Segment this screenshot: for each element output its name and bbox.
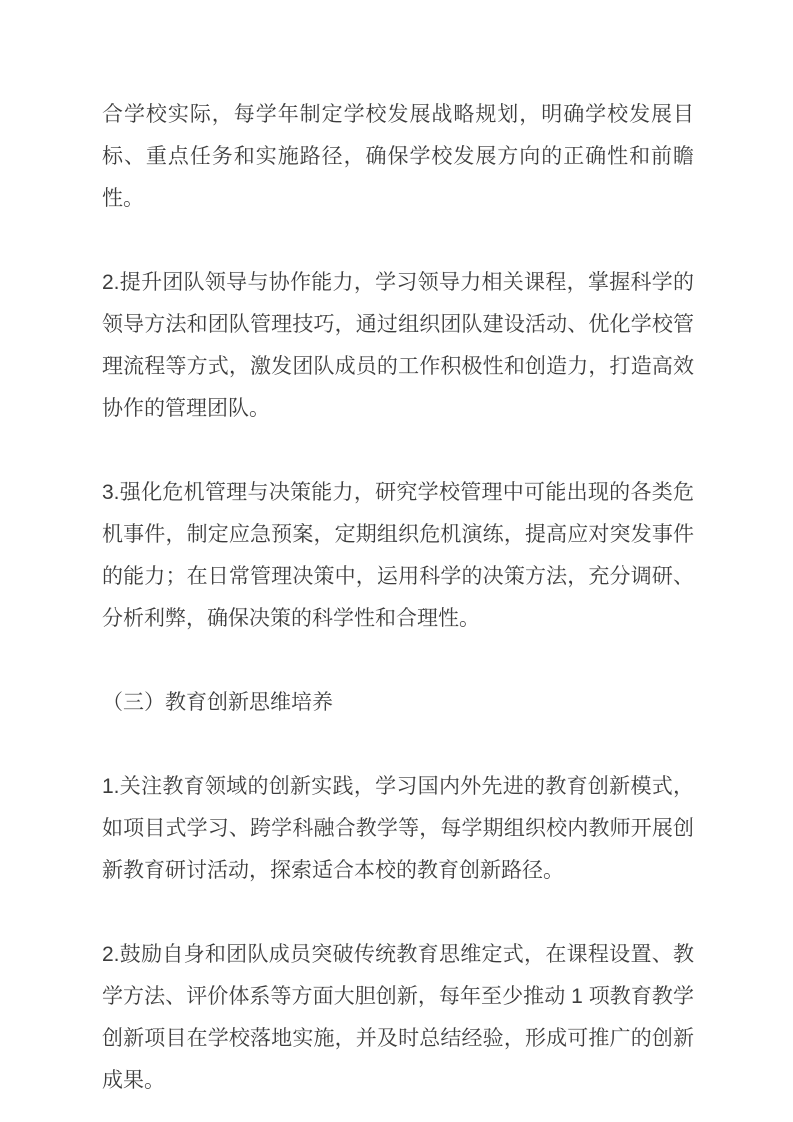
document-content: [102, 94, 694, 1102]
paragraph-item-2-breakthrough-thinking: 2.鼓励自身和团队成员突破传统教育思维定式，在课程设置、教学方法、评价体系等方面大胆创新，每年至少推动 1 项教育教学创新项目在学校落地实施，并及时总结经验，形成可推广的创新成果。: [102, 943, 694, 1092]
paragraph-item-1-innovation-practice: 1.关注教育领域的创新实践，学习国内外先进的教育创新模式，如项目式学习、跨学科融合教学等，每学期组织校内教师开展创新教育研讨活动，探索适合本校的教育创新路径。: [102, 775, 694, 882]
paragraph-item-3-crisis-management: 3.强化危机管理与决策能力，研究学校管理中可能出现的各类危机事件，制定应急预案，定期组织危机演练，提高应对突发事件的能力；在日常管理决策中，运用科学的决策方法，充分调研、分析利弊，确保决策的科学性和合理性。: [102, 481, 694, 630]
paragraph-item-2-leadership: 2.提升团队领导与协作能力，学习领导力相关课程，掌握科学的领导方法和团队管理技巧，通过组织团队建设活动、优化学校管理流程等方式，激发团队成员的工作积极性和创造力，打造高效协作的管理团队。: [102, 271, 694, 420]
paragraph-continuation: 合学校实际，每学年制定学校发展战略规划，明确学校发展目标、重点任务和实施路径，确保学校发展方向的正确性和前瞻性。: [102, 103, 694, 210]
section-heading-education-innovation: （三）教育创新思维培养: [102, 691, 333, 714]
